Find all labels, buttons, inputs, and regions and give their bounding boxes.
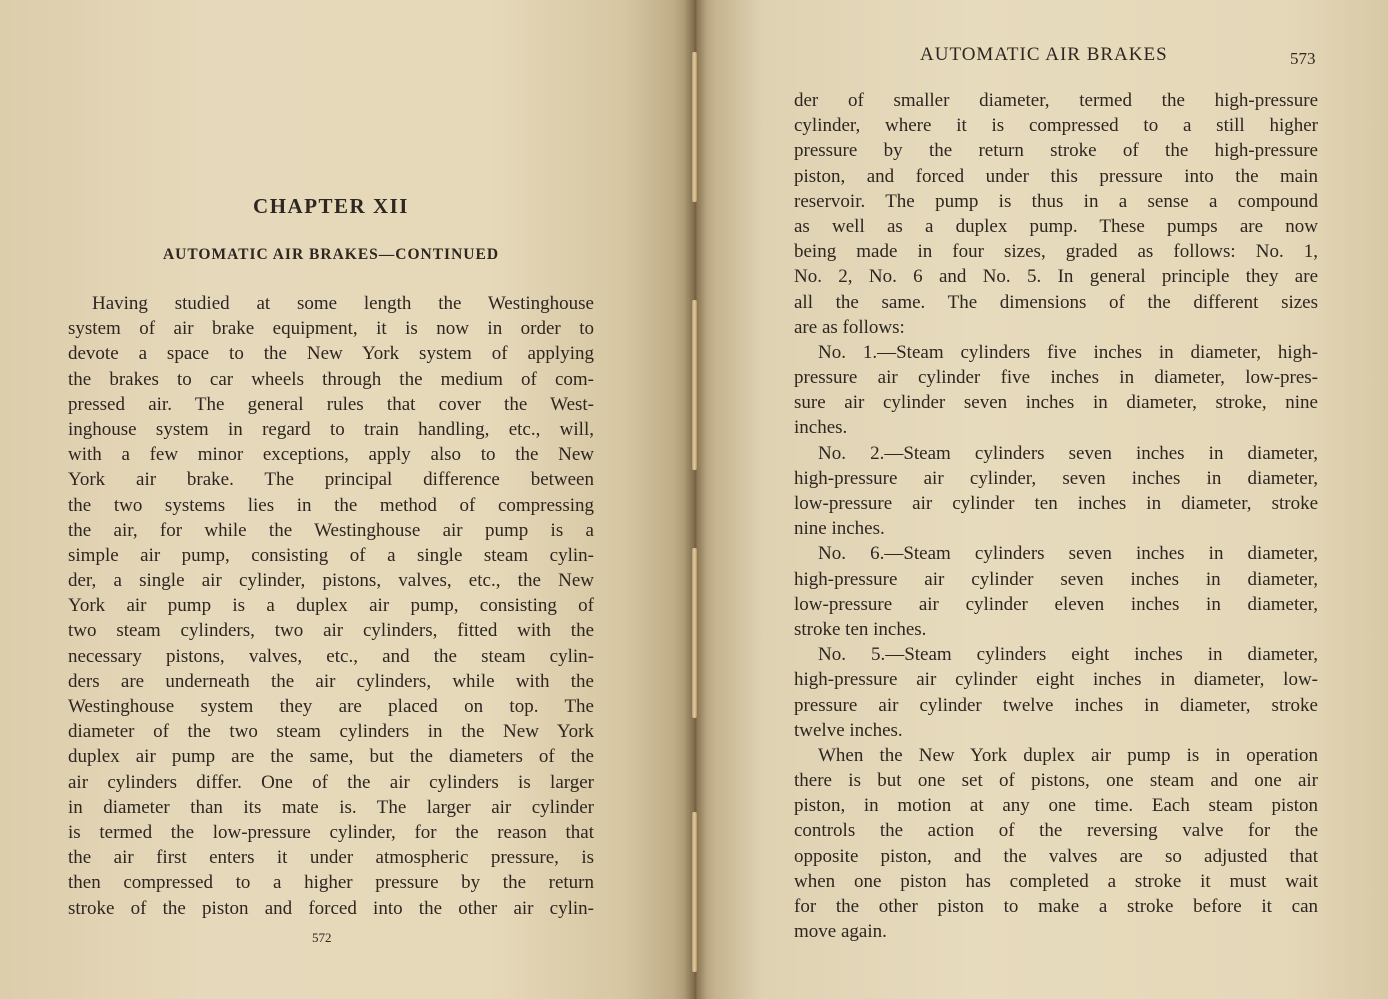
text-line: simple air pump, consisting of a single steam cylin- bbox=[68, 544, 594, 566]
text-line: No. 1.—Steam cylinders five inches in diameter, high- bbox=[818, 341, 1318, 363]
text-line: low-pressure air cylinder eleven inches in diameter, bbox=[794, 593, 1318, 615]
text-line: duplex air pump are the same, but the diameters of the bbox=[68, 746, 594, 768]
text-line: high-pressure air cylinder seven inches in diameter, bbox=[794, 568, 1318, 590]
text-line: in diameter than its mate is. The larger air cylinder bbox=[68, 796, 594, 818]
text-line: stroke ten inches. bbox=[794, 618, 927, 640]
binding-thread bbox=[692, 52, 697, 202]
text-line: pressure air cylinder five inches in diameter, low-pres- bbox=[794, 367, 1318, 389]
text-line: pressed air. The general rules that cover the West- bbox=[68, 393, 594, 415]
text-line: as well as a duplex pump. These pumps are now bbox=[794, 215, 1318, 237]
running-head: AUTOMATIC AIR BRAKES bbox=[920, 44, 1168, 65]
chapter-title: CHAPTER XII bbox=[253, 194, 409, 218]
text-line: there is but one set of pistons, one steam and one air bbox=[794, 770, 1318, 792]
text-line: pressure by the return stroke of the high-pressure bbox=[794, 140, 1318, 162]
text-line: are as follows: bbox=[794, 316, 905, 338]
text-line: When the New York duplex air pump is in operation bbox=[818, 744, 1318, 766]
binding-thread bbox=[692, 812, 697, 972]
binding-thread bbox=[692, 300, 697, 470]
text-line: low-pressure air cylinder ten inches in diameter, stroke bbox=[794, 493, 1318, 514]
text-line: move again. bbox=[794, 921, 887, 943]
text-line: the two systems lies in the method of compressing bbox=[68, 494, 594, 516]
text-line: inches. bbox=[794, 417, 848, 439]
text-line: Westinghouse system they are placed on top. The bbox=[68, 696, 594, 717]
text-line: high-pressure air cylinder, seven inches in diameter, bbox=[794, 467, 1318, 489]
text-line: diameter of the two steam cylinders in the New York bbox=[68, 721, 594, 743]
text-line: piston, and forced under this pressure into the main bbox=[794, 165, 1318, 187]
text-line: all the same. The dimensions of the different sizes bbox=[794, 291, 1318, 313]
text-line: ders are underneath the air cylinders, while with the bbox=[68, 670, 594, 692]
text-line: piston, in motion at any one time. Each steam piston bbox=[794, 795, 1318, 817]
page-number-left: 572 bbox=[312, 930, 332, 945]
text-line: controls the action of the reversing valve for the bbox=[794, 820, 1318, 842]
text-line: the brakes to car wheels through the medium of com- bbox=[68, 368, 594, 390]
text-line: der of smaller diameter, termed the high-pressure bbox=[794, 90, 1318, 111]
text-line: devote a space to the New York system of applying bbox=[68, 343, 594, 365]
text-line: for the other piston to make a stroke before it can bbox=[794, 896, 1318, 917]
text-line: necessary pistons, valves, etc., and the steam cylin- bbox=[68, 645, 594, 667]
text-line: twelve inches. bbox=[794, 719, 903, 741]
right-page bbox=[694, 0, 1388, 999]
text-line: Having studied at some length the Westinghouse bbox=[92, 293, 594, 314]
text-line: is termed the low-pressure cylinder, for the reason that bbox=[68, 821, 594, 843]
text-line: No. 2, No. 6 and No. 5. In general principle they are bbox=[794, 266, 1318, 288]
text-line: York air brake. The principal difference between bbox=[68, 469, 594, 491]
text-line: two steam cylinders, two air cylinders, fitted with the bbox=[68, 620, 594, 642]
text-line: the air first enters it under atmospheric pressure, is bbox=[68, 847, 594, 869]
left-page-body bbox=[68, 291, 594, 921]
text-line: high-pressure air cylinder eight inches in diameter, low- bbox=[794, 669, 1318, 691]
page-number-right: 573 bbox=[1290, 49, 1316, 68]
text-line: stroke of the piston and forced into the other air cylin- bbox=[68, 897, 594, 919]
text-line: when one piston has completed a stroke it must wait bbox=[794, 870, 1318, 892]
text-line: der, a single air cylinder, pistons, valves, etc., the New bbox=[68, 570, 594, 592]
text-line: No. 5.—Steam cylinders eight inches in diameter, bbox=[818, 644, 1318, 666]
text-line: air cylinders differ. One of the air cylinders is larger bbox=[68, 771, 594, 793]
text-line: reservoir. The pump is thus in a sense a compound bbox=[794, 190, 1318, 212]
text-line: with a few minor exceptions, apply also to the New bbox=[68, 444, 594, 466]
text-line: then compressed to a higher pressure by the return bbox=[68, 872, 594, 894]
text-line: inghouse system in regard to train handling, etc., will, bbox=[68, 418, 594, 440]
text-line: No. 2.—Steam cylinders seven inches in diameter, bbox=[818, 442, 1318, 464]
text-line: being made in four sizes, graded as follows: No. 1, bbox=[794, 241, 1318, 263]
text-line: system of air brake equipment, it is now in order to bbox=[68, 318, 594, 340]
text-line: opposite piston, and the valves are so adjusted that bbox=[794, 845, 1318, 867]
text-line: York air pump is a duplex air pump, consisting of bbox=[68, 595, 594, 617]
text-line: cylinder, where it is compressed to a still higher bbox=[794, 115, 1318, 137]
right-page-body bbox=[794, 88, 1318, 944]
chapter-subtitle: AUTOMATIC AIR BRAKES—CONTINUED bbox=[162, 246, 500, 263]
text-line: nine inches. bbox=[794, 518, 885, 540]
text-line: the air, for while the Westinghouse air pump is a bbox=[68, 519, 594, 541]
binding-thread bbox=[692, 548, 697, 718]
text-line: pressure air cylinder twelve inches in diameter, stroke bbox=[794, 694, 1318, 716]
text-line: sure air cylinder seven inches in diameter, stroke, nine bbox=[794, 392, 1318, 414]
text-line: No. 6.—Steam cylinders seven inches in diameter, bbox=[818, 543, 1318, 565]
